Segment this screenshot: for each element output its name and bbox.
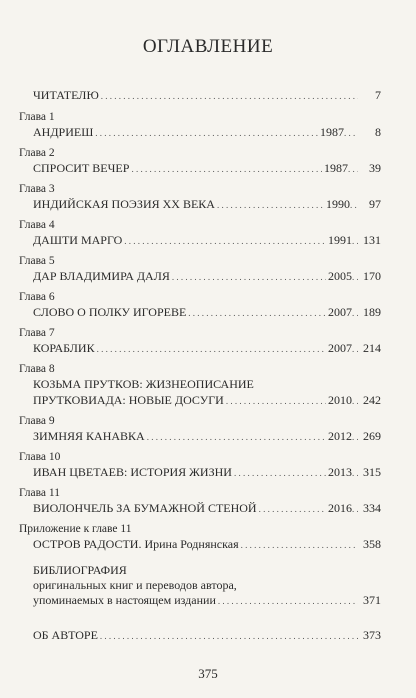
toc-entry-year: 1987	[320, 125, 344, 139]
toc-entry-page: 373	[363, 628, 381, 642]
toc-entry-page: 170	[363, 269, 381, 283]
leader-dots	[259, 501, 326, 517]
leader-dots	[348, 161, 358, 177]
leader-dots	[95, 125, 318, 141]
leader-dots	[101, 88, 358, 104]
toc-entry-chapter-6[interactable]	[19, 305, 381, 321]
toc-entry-about[interactable]	[19, 628, 381, 644]
toc-entry-year: 2005	[328, 269, 352, 283]
toc-entry-reader[interactable]	[19, 88, 381, 104]
toc-entry-year: 1987	[324, 161, 348, 175]
toc-entry-page: 269	[363, 429, 381, 443]
toc-entry-page: 371	[363, 593, 381, 607]
toc-entry-chapter-7[interactable]	[19, 341, 381, 357]
toc-entry-chapter-1[interactable]	[19, 125, 381, 141]
chapter-label: Глава 1	[19, 111, 55, 123]
toc-entry-year: 2012	[328, 429, 352, 443]
chapter-label: Глава 8	[19, 363, 55, 375]
toc-entry-title: ДАШТИ МАРГО	[33, 233, 123, 247]
toc-entry-chapter-9[interactable]	[19, 429, 381, 445]
toc-entry-page: 7	[375, 88, 381, 102]
leader-dots	[350, 197, 358, 213]
toc-entry-page: 242	[363, 393, 381, 407]
page-title: ОГЛАВЛЕНИЕ	[142, 36, 274, 57]
toc-entry-title: ИНДИЙСКАЯ ПОЭЗИЯ XX ВЕКА	[33, 197, 215, 211]
bibliography-line: оригинальных книг и переводов автора,	[33, 578, 237, 592]
toc-entry-title: упоминаемых в настоящем издании	[33, 593, 216, 607]
leader-dots	[217, 197, 324, 213]
toc-entry-title: ИВАН ЦВЕТАЕВ: ИСТОРИЯ ЖИЗНИ	[33, 465, 232, 479]
toc-entry-title: ЗИМНЯЯ КАНАВКА	[33, 429, 145, 443]
page-number: 375	[198, 666, 218, 681]
chapter-label: Глава 3	[19, 183, 55, 195]
toc-entry-title: СЛОВО О ПОЛКУ ИГОРЕВЕ	[33, 305, 187, 319]
leader-dots	[226, 393, 326, 409]
toc-entry-chapter-3[interactable]	[19, 197, 381, 213]
leader-dots	[218, 593, 358, 609]
toc-entry-title: ВИОЛОНЧЕЛЬ ЗА БУМАЖНОЙ СТЕНОЙ	[33, 501, 257, 515]
toc-entry-title: ДАР ВЛАДИМИРА ДАЛЯ	[33, 269, 170, 283]
toc-entry-title: ЧИТАТЕЛЮ	[33, 88, 99, 102]
toc-entry-chapter-2[interactable]	[19, 161, 381, 177]
toc-entry-title: ОСТРОВ РАДОСТИ. Ирина Роднянская	[33, 537, 239, 551]
toc-entry-year: 2010	[328, 393, 352, 407]
toc-entry-chapter-10[interactable]	[19, 465, 381, 481]
leader-dots	[131, 161, 322, 177]
toc-entry-page: 214	[363, 341, 381, 355]
toc-entry-page: 334	[363, 501, 381, 515]
toc-entry-title: ОБ АВТОРЕ	[33, 628, 98, 642]
leader-dots	[188, 305, 326, 321]
toc-entry-year: 1991	[328, 233, 352, 247]
toc-entry-chapter-4[interactable]	[19, 233, 381, 249]
toc-entry-chapter-5[interactable]	[19, 269, 381, 285]
leader-dots	[241, 537, 358, 553]
toc-entry-chapter-8[interactable]	[19, 393, 381, 409]
toc-entry-title-line: КОЗЬМА ПРУТКОВ: ЖИЗНЕОПИСАНИЕ	[33, 377, 254, 391]
toc-entry-page: 39	[369, 161, 381, 175]
chapter-label: Глава 4	[19, 219, 55, 231]
toc-entry-year: 2013	[328, 465, 352, 479]
chapter-label: Глава 9	[19, 415, 55, 427]
toc-entry-title: СПРОСИТ ВЕЧЕР	[33, 161, 130, 175]
bibliography-title: БИБЛИОГРАФИЯ	[33, 563, 127, 577]
leader-dots	[124, 233, 326, 249]
toc-entry-page: 315	[363, 465, 381, 479]
toc-entry-year: 2016	[328, 501, 352, 515]
toc-entry-page: 97	[369, 197, 381, 211]
appendix-label: Приложение к главе 11	[19, 523, 132, 535]
chapter-label: Глава 7	[19, 327, 55, 339]
toc-entry-chapter-11[interactable]	[19, 501, 381, 517]
leader-dots	[234, 465, 326, 481]
leader-dots	[147, 429, 326, 445]
leader-dots	[344, 125, 358, 141]
toc-entry-title: КОРАБЛИК	[33, 341, 95, 355]
toc-entry-appendix[interactable]	[19, 537, 381, 553]
chapter-label: Глава 5	[19, 255, 55, 267]
toc-entry-year: 2007	[328, 305, 352, 319]
toc-entry-page: 189	[363, 305, 381, 319]
leader-dots	[97, 341, 326, 357]
toc-entry-bibliography[interactable]	[19, 593, 381, 609]
toc-entry-title: АНДРИЕШ	[33, 125, 94, 139]
toc-entry-year: 2007	[328, 341, 352, 355]
toc-entry-page: 358	[363, 537, 381, 551]
toc-entry-page: 8	[375, 125, 381, 139]
chapter-label: Глава 10	[19, 451, 61, 463]
toc-entry-page: 131	[363, 233, 381, 247]
chapter-label: Глава 6	[19, 291, 55, 303]
leader-dots	[100, 628, 358, 644]
toc-entry-year: 1990	[326, 197, 350, 211]
toc-entry-title: ПРУТКОВИАДА: НОВЫЕ ДОСУГИ	[33, 393, 224, 407]
chapter-label: Глава 2	[19, 147, 55, 159]
chapter-label: Глава 11	[19, 487, 60, 499]
leader-dots	[172, 269, 326, 285]
